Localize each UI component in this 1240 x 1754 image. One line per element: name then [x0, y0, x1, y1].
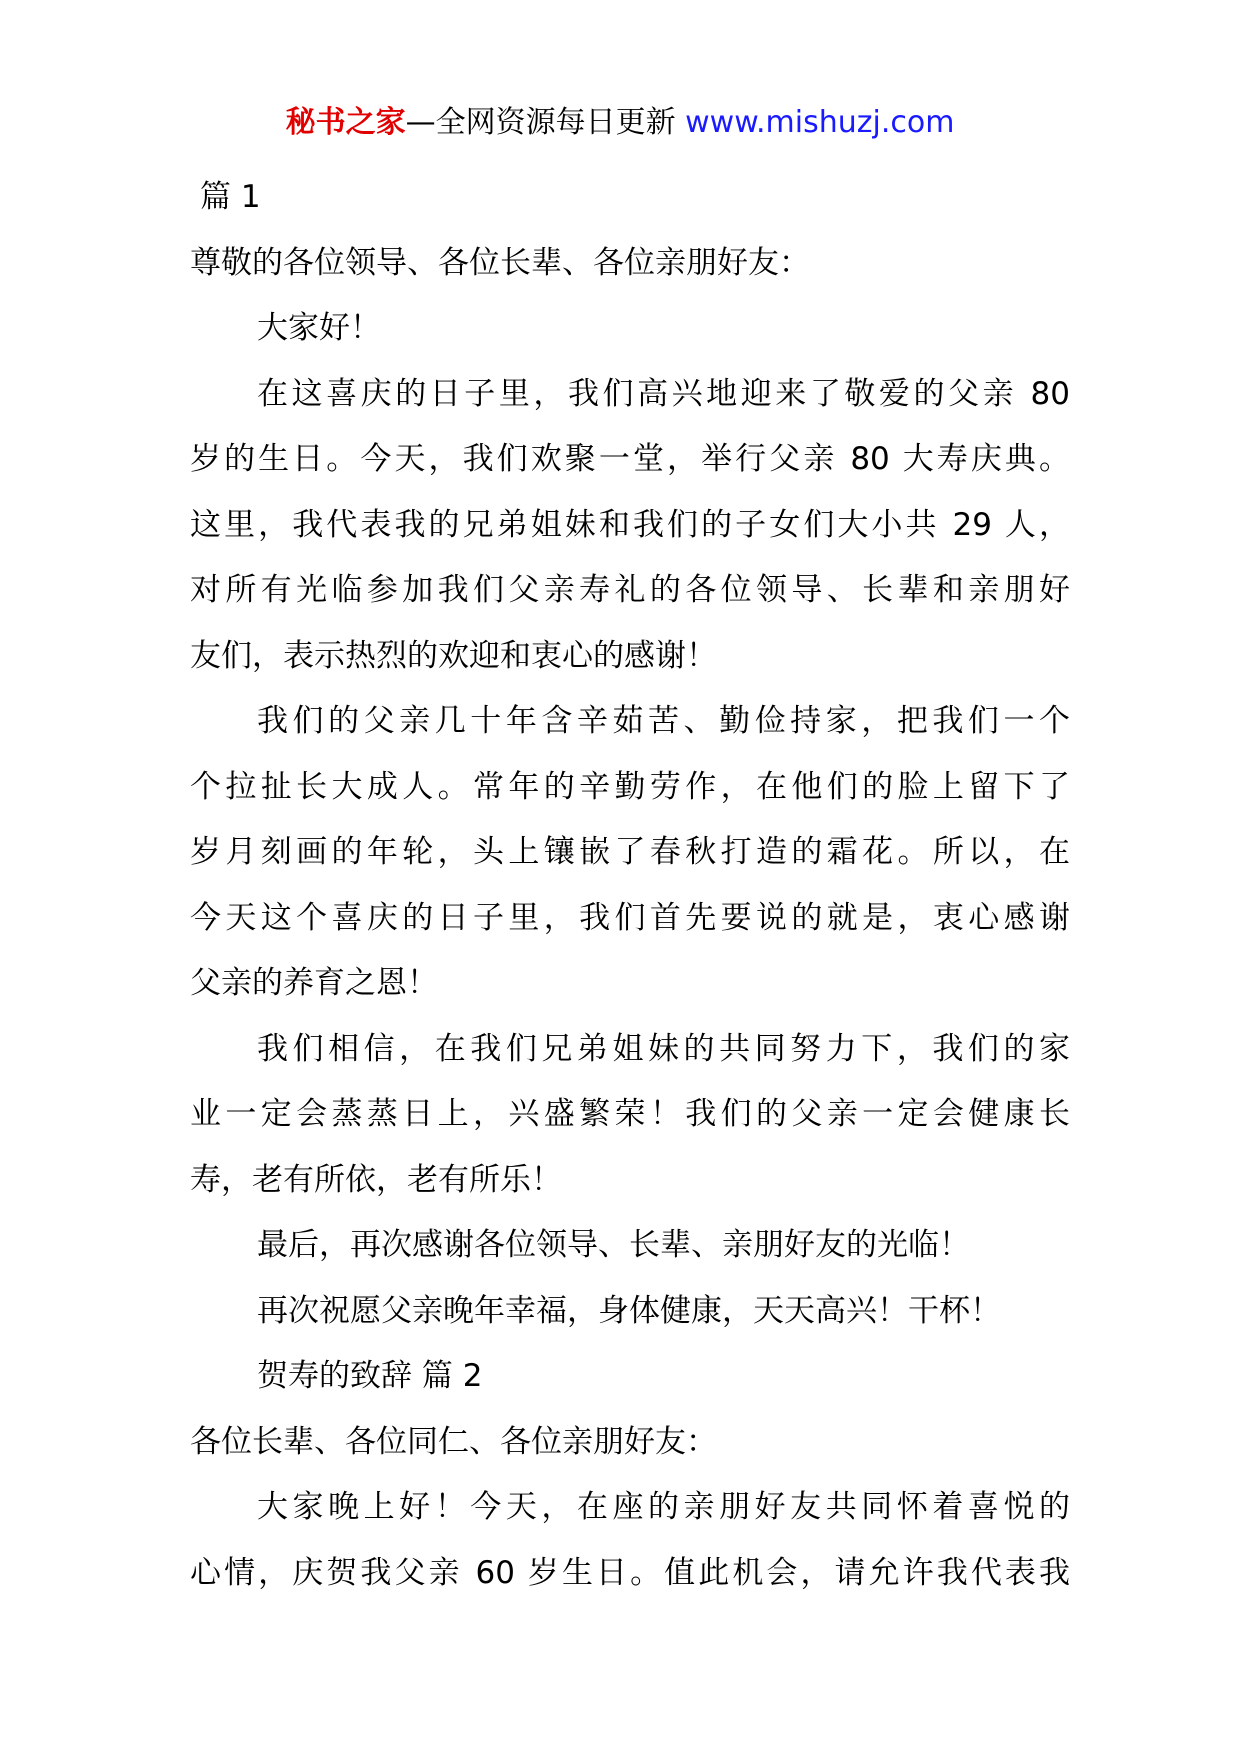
paragraph-line: 大家晚上好！今天，在座的亲朋好友共同怀着喜悦的 [257, 1489, 1070, 1525]
paragraph-line: 再次祝愿父亲晚年幸福，身体健康，天天高兴！干杯！ [257, 1292, 1001, 1329]
greeting: 大家好！ [257, 310, 381, 346]
paragraph-line: 心情，庆贺我父亲 60 岁生日。值此机会，请允许我代表我 [190, 1554, 1070, 1591]
paragraph-line: 在这喜庆的日子里，我们高兴地迎来了敬爱的父亲 80 [257, 375, 1070, 412]
section-heading: 贺寿的致辞 篇 2 [257, 1358, 483, 1394]
paragraph-line: 岁的生日。今天，我们欢聚一堂，举行父亲 80 大寿庆典。 [190, 441, 1070, 477]
site-brand: 秘书之家 [285, 105, 406, 140]
paragraph-line: 今天这个喜庆的日子里，我们首先要说的就是，衷心感谢 [190, 899, 1070, 936]
document-body [190, 165, 1070, 1606]
paragraph-line: 业一定会蒸蒸日上，兴盛繁荣！我们的父亲一定会健康长 [190, 1096, 1070, 1132]
section-heading: 篇 1 [200, 179, 261, 215]
paragraph-line: 最后，再次感谢各位领导、长辈、亲朋好友的光临！ [257, 1227, 970, 1263]
paragraph-line: 友们，表示热烈的欢迎和衷心的感谢！ [190, 637, 717, 674]
paragraph-line: 这里，我代表我的兄弟姐妹和我们的子女们大小共 29 人， [190, 506, 1070, 543]
paragraph-line: 岁月刻画的年轮，头上镶嵌了春秋打造的霜花。所以，在 [190, 834, 1070, 870]
site-header [0, 100, 1240, 146]
paragraph-line: 寿，老有所依，老有所乐！ [190, 1161, 562, 1198]
salutation: 各位长辈、各位同仁、各位亲朋好友： [190, 1423, 717, 1460]
site-url-link[interactable]: www.mishuzj.com [685, 105, 955, 140]
site-tagline: —全网资源每日更新 [405, 105, 686, 140]
paragraph-line: 我们的父亲几十年含辛茹苦、勤俭持家，把我们一个 [257, 703, 1070, 739]
paragraph-line: 我们相信，在我们兄弟姐妹的共同努力下，我们的家 [257, 1030, 1070, 1067]
paragraph-line: 对所有光临参加我们父亲寿礼的各位领导、长辈和亲朋好 [190, 572, 1070, 608]
paragraph-line: 父亲的养育之恩！ [190, 965, 438, 1001]
paragraph-line: 个拉扯长大成人。常年的辛勤劳作，在他们的脸上留下了 [190, 768, 1070, 805]
salutation: 尊敬的各位领导、各位长辈、各位亲朋好友： [190, 244, 810, 281]
